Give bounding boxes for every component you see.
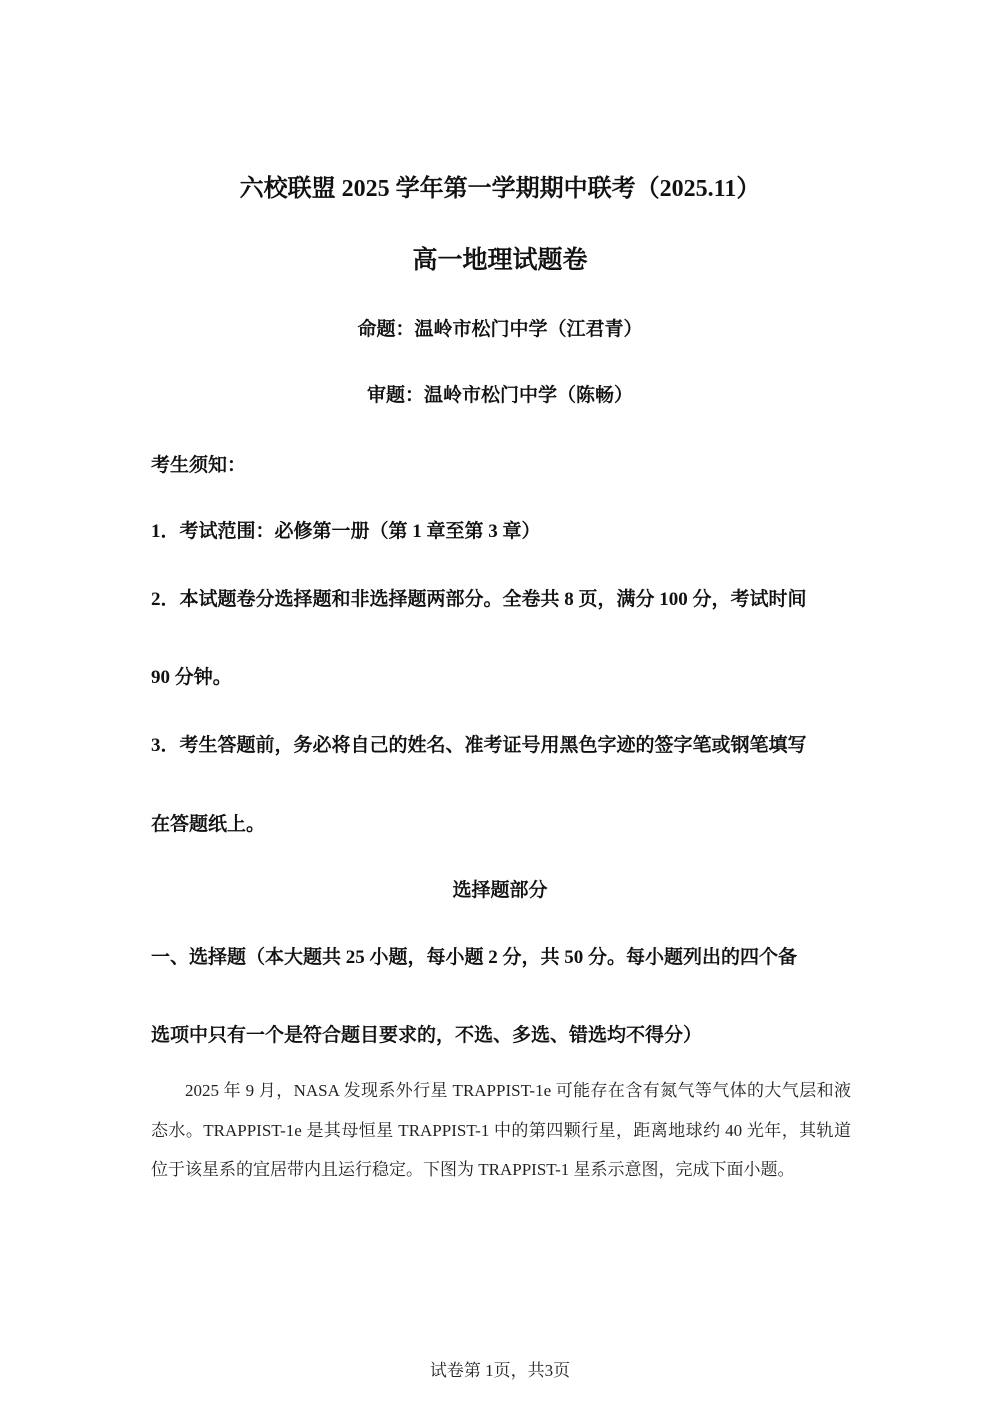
reviewer-line: 审题：温岭市松门中学（陈畅） [366, 385, 633, 406]
exam-title: 六校联盟 2025 学年第一学期期中联考（2025.11） [239, 176, 761, 202]
notice-item-2-line-1: 2．本试题卷分选择题和非选择题两部分。全卷共 8 页，满分 100 分，考试时间 [151, 589, 807, 610]
notice-item-3-line-1: 3．考生答题前，务必将自己的姓名、准考证号用黑色字迹的签字笔或钢笔填写 [151, 735, 807, 756]
exam-subtitle: 高一地理试题卷 [412, 247, 588, 274]
page-footer: 试卷第 1页，共3页 [429, 1361, 571, 1380]
section-title: 选择题部分 [452, 880, 548, 901]
notice-heading: 考生须知： [151, 455, 247, 476]
part-1-instructions-line-1: 一、选择题（本大题共 25 小题，每小题 2 分，共 50 分。每小题列出的四个备 [151, 947, 798, 968]
reading-passage: 2025 年 9 月，NASA 发现系外行星 TRAPPIST-1e 可能存在含有氮气等气体的大气层和液态水。TRAPPIST-1e 是其母恒星 TRAPPIST-1 中的第四颗行星，距离地球约 40 光年，其轨道位于该星系的宜居带内且运行稳定。下图为 TRAPPIST-1 星系示意图，完成下面小题。 [151, 1081, 851, 1179]
notice-item-3-line-2: 在答题纸上。 [151, 814, 266, 835]
author-line: 命题：温岭市松门中学（江君青） [357, 319, 643, 340]
notice-item-2-line-2: 90 分钟。 [151, 667, 232, 688]
notice-item-1: 1．考试范围：必修第一册（第 1 章至第 3 章） [151, 521, 541, 542]
part-1-instructions-line-2: 选项中只有一个是符合题目要求的，不选、多选、错选均不得分） [151, 1025, 703, 1046]
